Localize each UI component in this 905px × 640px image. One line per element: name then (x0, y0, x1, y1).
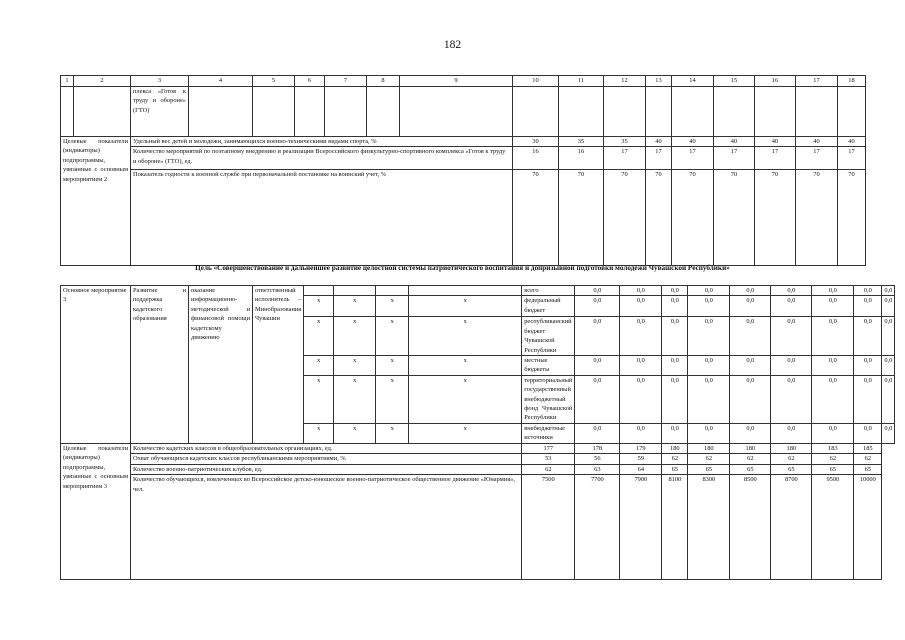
mark-x: x (376, 423, 409, 443)
indicator-value: 180 (771, 443, 812, 453)
indicator-text: Количество мероприятий по поэтапному внедрению и реализации Всероссийского физкультурно-спортивного комплекса «Готов к труду и обороне» (ГТО), ед. (131, 147, 513, 170)
indicator-value: 62 (730, 454, 771, 464)
indicator-text: Количество военно-патриотических клубов, ед. (131, 464, 522, 474)
funding-value: 0,0 (620, 356, 662, 376)
funding-value: 0,0 (575, 317, 620, 356)
column-number: 8 (367, 76, 400, 87)
indicator-value: 7900 (620, 475, 662, 580)
funding-value: 0,0 (854, 317, 882, 356)
funding-value: 0,0 (688, 296, 730, 317)
indicator-value: 70 (838, 170, 866, 266)
funding-value: 0,0 (730, 296, 771, 317)
funding-value: 0,0 (730, 356, 771, 376)
indicator-value: 56 (575, 454, 620, 464)
mark-x: x (376, 317, 409, 356)
funding-value: 0,0 (730, 423, 771, 443)
column-number: 5 (253, 76, 295, 87)
funding-value: 0,0 (854, 356, 882, 376)
funding-value: 0,0 (662, 317, 688, 356)
indicator-value: 65 (812, 464, 854, 474)
funding-value: 0,0 (620, 317, 662, 356)
event-name: Развитие и поддержка кадетского образования (131, 286, 189, 444)
indicator-row (61, 170, 866, 266)
mark-x: x (409, 423, 522, 443)
mark-x: x (304, 375, 334, 423)
funding-value: 0,0 (812, 375, 854, 423)
column-number-row (61, 76, 866, 87)
indicator-value: 10000 (854, 475, 882, 580)
funding-value: 0,0 (730, 375, 771, 423)
empty-cell (334, 286, 376, 296)
indicator-value: 17 (672, 147, 714, 170)
funding-value: 0,0 (662, 356, 688, 376)
funding-value: 0,0 (688, 356, 730, 376)
indicator-row (61, 475, 895, 580)
indicator-value: 35 (559, 137, 604, 147)
program-table-part-2 (60, 285, 895, 580)
indicator-row (61, 443, 895, 453)
indicator-value: 17 (714, 147, 755, 170)
column-number: 7 (325, 76, 367, 87)
column-number: 12 (604, 76, 646, 87)
funding-value: 0,0 (854, 296, 882, 317)
page-number: 182 (443, 39, 462, 51)
column-number: 4 (189, 76, 253, 87)
indicator-value: 8500 (730, 475, 771, 580)
funding-value: 0,0 (575, 356, 620, 376)
funding-value: 0,0 (688, 317, 730, 356)
indicator-value: 179 (620, 443, 662, 453)
funding-value: 0,0 (662, 423, 688, 443)
mark-x: x (304, 296, 334, 317)
mark-x: x (376, 375, 409, 423)
mark-x: x (304, 317, 334, 356)
indicator-value: 40 (755, 137, 796, 147)
mark-x: x (304, 423, 334, 443)
funding-value: 0,0 (771, 375, 812, 423)
funding-value: 0,0 (688, 375, 730, 423)
funding-value: 0,0 (620, 296, 662, 317)
funding-value: 0,0 (882, 356, 895, 376)
mark-x: x (376, 296, 409, 317)
indicator-value: 63 (575, 464, 620, 474)
indicator-value: 62 (854, 454, 882, 464)
column-number: 13 (646, 76, 672, 87)
funding-value: 0,0 (575, 423, 620, 443)
empty-cell (376, 286, 409, 296)
event-description: оказание информационно-методической и финансовой помощи кадетскому движению (189, 286, 253, 444)
mark-x: x (334, 423, 376, 443)
indicator-value: 65 (688, 464, 730, 474)
column-number: 2 (74, 76, 131, 87)
indicator-value: 17 (755, 147, 796, 170)
funding-source: местные бюджеты (522, 356, 575, 376)
indicator-value: 185 (854, 443, 882, 453)
funding-value: 0,0 (575, 375, 620, 423)
funding-value: 0,0 (730, 317, 771, 356)
funding-value: 0,0 (812, 356, 854, 376)
column-number: 3 (131, 76, 189, 87)
funding-value: 0,0 (730, 286, 771, 296)
indicator-value: 183 (812, 443, 854, 453)
indicator-value: 17 (646, 147, 672, 170)
indicator-value: 178 (575, 443, 620, 453)
funding-value: 0,0 (688, 423, 730, 443)
funding-value: 0,0 (771, 423, 812, 443)
funding-source: республиканский бюджет Чувашской Республики (522, 317, 575, 356)
column-number: 15 (714, 76, 755, 87)
indicator-value: 40 (838, 137, 866, 147)
indicator-value: 7500 (522, 475, 575, 580)
indicator-value: 40 (646, 137, 672, 147)
funding-value: 0,0 (812, 423, 854, 443)
continuation-row (61, 87, 866, 137)
indicator-row (61, 147, 866, 170)
mark-x: x (409, 356, 522, 376)
funding-value: 0,0 (575, 286, 620, 296)
column-number: 17 (796, 76, 838, 87)
event-type: Основное мероприятие 3 (61, 286, 131, 444)
indicator-value: 62 (688, 454, 730, 464)
funding-value: 0,0 (882, 317, 895, 356)
indicator-value: 65 (771, 464, 812, 474)
mark-x: x (334, 356, 376, 376)
funding-value: 0,0 (882, 423, 895, 443)
indicator-value: 65 (730, 464, 771, 474)
funding-value: 0,0 (854, 375, 882, 423)
column-number: 1 (61, 76, 74, 87)
funding-value: 0,0 (854, 286, 882, 296)
mark-x: x (334, 375, 376, 423)
indicator-value: 70 (513, 170, 559, 266)
indicator-value: 65 (854, 464, 882, 474)
indicator-value: 70 (796, 170, 838, 266)
empty-cell (409, 286, 522, 296)
mark-x: x (304, 356, 334, 376)
mark-x: x (409, 296, 522, 317)
indicator-value: 40 (796, 137, 838, 147)
mark-x: x (334, 317, 376, 356)
indicator-text: Показатель годности к военной службе при первоначальной постановке на воинский учет, % (131, 170, 513, 266)
funding-value: 0,0 (620, 423, 662, 443)
indicator-value: 8100 (662, 475, 688, 580)
indicator-value: 70 (755, 170, 796, 266)
indicator-value: 9500 (812, 475, 854, 580)
funding-value: 0,0 (771, 317, 812, 356)
indicator-value: 35 (604, 137, 646, 147)
funding-value: 0,0 (662, 286, 688, 296)
indicators-label: Целевые показатели (индикаторы) подпрограммы, увязанные с основным мероприятием 2 (61, 137, 131, 266)
indicator-value: 40 (672, 137, 714, 147)
indicator-text: Охват обучающихся кадетских классов республиканскими мероприятиями, % (131, 454, 522, 464)
indicator-text: Количество обучающихся, вовлеченных во Всероссийское детско-юношеское военно-патриотическое общественное движение «Юнармия», чел. (131, 475, 522, 580)
indicator-value: 53 (522, 454, 575, 464)
indicator-row (61, 464, 895, 474)
indicator-value: 59 (620, 454, 662, 464)
funding-source: внебюджетные источники (522, 423, 575, 443)
indicator-value: 70 (646, 170, 672, 266)
indicator-value: 65 (662, 464, 688, 474)
program-table-part-1 (60, 75, 866, 266)
funding-value: 0,0 (882, 286, 895, 296)
indicator-value: 16 (559, 147, 604, 170)
indicator-value: 180 (662, 443, 688, 453)
column-number: 16 (755, 76, 796, 87)
indicator-value: 70 (714, 170, 755, 266)
column-number: 14 (672, 76, 714, 87)
indicator-value: 17 (796, 147, 838, 170)
mark-x: x (409, 317, 522, 356)
indicator-value: 62 (662, 454, 688, 464)
funding-value: 0,0 (812, 317, 854, 356)
mark-x: x (376, 356, 409, 376)
funding-value: 0,0 (882, 375, 895, 423)
mark-x: x (409, 375, 522, 423)
funding-source: федеральный бюджет (522, 296, 575, 317)
indicator-value: 8300 (688, 475, 730, 580)
funding-value: 0,0 (854, 423, 882, 443)
goal-title: Цель «Совершенствование и дальнейшее развитие целостной системы патриотического воспитания и допризывной подготовки молодежи Чувашской Республики» (195, 264, 730, 272)
column-number: 6 (295, 76, 325, 87)
funding-value: 0,0 (771, 296, 812, 317)
indicator-value: 17 (604, 147, 646, 170)
indicator-value: 177 (522, 443, 575, 453)
indicator-value: 180 (688, 443, 730, 453)
indicator-text: Количество кадетских классов в общеобразовательных организациях, ед. (131, 443, 522, 453)
indicators-label: Целевые показатели (индикаторы) подпрограммы, увязанные с основным мероприятием 3 (61, 443, 131, 579)
indicator-row (61, 137, 866, 147)
indicator-value: 62 (771, 454, 812, 464)
indicator-value: 70 (604, 170, 646, 266)
funding-value: 0,0 (620, 286, 662, 296)
funding-value: 0,0 (575, 296, 620, 317)
indicator-value: 180 (730, 443, 771, 453)
indicator-value: 64 (620, 464, 662, 474)
indicator-value: 70 (559, 170, 604, 266)
indicator-value: 62 (522, 464, 575, 474)
indicator-value: 8700 (771, 475, 812, 580)
funding-value: 0,0 (620, 375, 662, 423)
column-number: 9 (400, 76, 513, 87)
column-number: 18 (838, 76, 866, 87)
column-number: 11 (559, 76, 604, 87)
funding-value: 0,0 (812, 286, 854, 296)
empty-cell (304, 286, 334, 296)
funding-row (61, 286, 895, 296)
responsible-executor: ответственный исполнитель – Минобразования Чувашии (253, 286, 304, 444)
indicator-value: 40 (714, 137, 755, 147)
funding-value: 0,0 (882, 296, 895, 317)
funding-source: территориальный государственный внебюджетный фонд Чувашской Республики (522, 375, 575, 423)
funding-value: 0,0 (688, 286, 730, 296)
funding-value: 0,0 (662, 375, 688, 423)
indicator-value: 70 (672, 170, 714, 266)
mark-x: x (334, 296, 376, 317)
indicator-value: 17 (838, 147, 866, 170)
column-number: 10 (513, 76, 559, 87)
indicator-value: 7700 (575, 475, 620, 580)
funding-value: 0,0 (771, 356, 812, 376)
indicator-value: 62 (812, 454, 854, 464)
indicator-row (61, 454, 895, 464)
funding-value: 0,0 (812, 296, 854, 317)
funding-value: 0,0 (771, 286, 812, 296)
indicator-value: 16 (513, 147, 559, 170)
continuation-text: плекса «Готов к труду и обороне» (ГТО) (131, 87, 189, 137)
funding-value: 0,0 (662, 296, 688, 317)
indicator-text: Удельный вес детей и молодежи, занимающихся военно-техническими видами спорта, % (131, 137, 513, 147)
funding-source: всего (522, 286, 575, 296)
indicator-value: 30 (513, 137, 559, 147)
